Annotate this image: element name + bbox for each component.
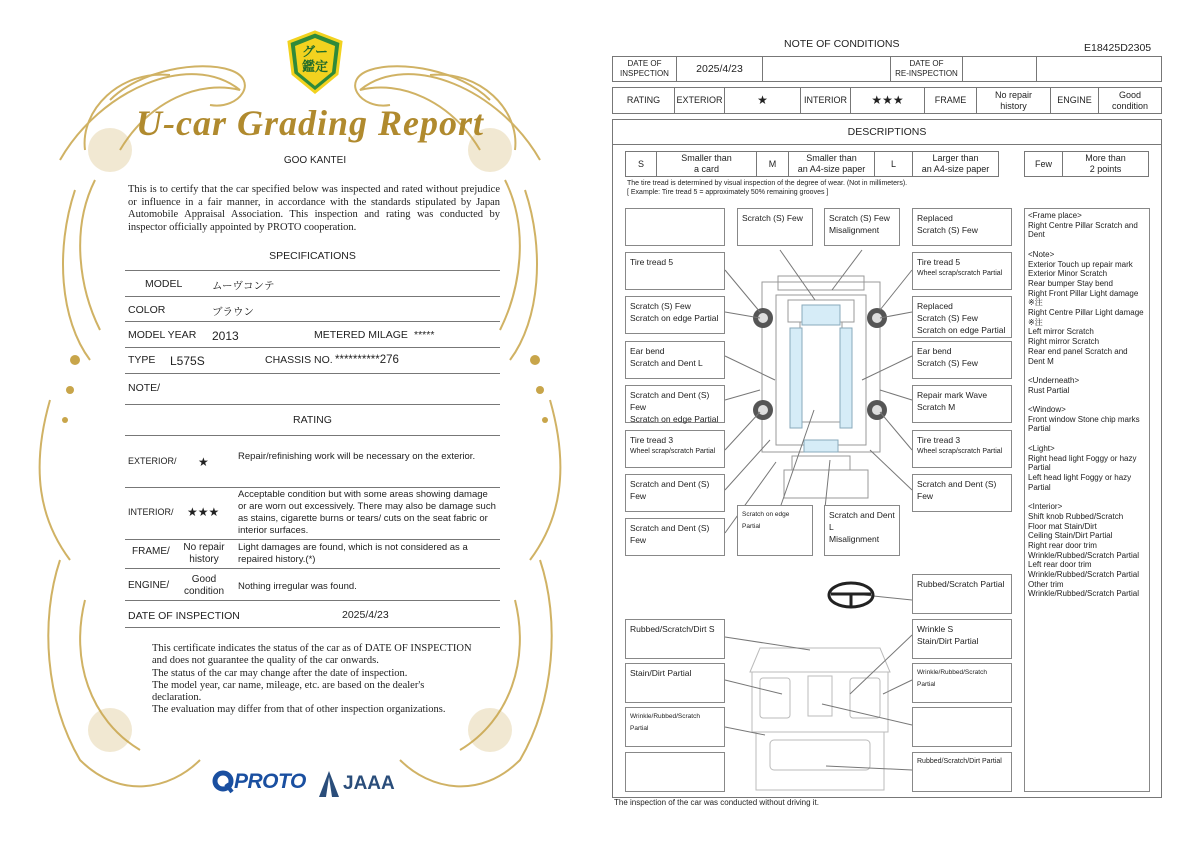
interior-desc: Acceptable condition but with some areas showing damage or are worn out excessively. There may also be damage such as stains, cigarette burns or tears/ cuts on the seat fabric or interior surfaces. bbox=[238, 489, 496, 536]
legend-few-desc: More than 2 points bbox=[1085, 153, 1126, 174]
callout-bottom-3: Scratch and Dent L Misalignment bbox=[824, 505, 900, 556]
noc-title: NOTE OF CONDITIONS bbox=[784, 38, 900, 50]
interior-stars: ★★★ bbox=[187, 505, 220, 519]
model-value: ムーヴコンテ bbox=[212, 280, 275, 292]
engine-label: ENGINE/ bbox=[128, 580, 170, 591]
callout-left-5: Scratch and Dent (S) Few Scratch on edge Partial bbox=[625, 385, 725, 423]
model-year-value: 2013 bbox=[212, 329, 239, 343]
callout-right-2: Tire tread 5 Wheel scrap/scratch Partial bbox=[912, 252, 1012, 290]
callout-interior-left-1: Rubbed/Scratch/Dirt S bbox=[625, 619, 725, 659]
callout-bottom-2: Scratch on edge Partial bbox=[737, 505, 813, 556]
tire-note-2: [ Example: Tire tread 5 = approximately 50% remaining grooves ] bbox=[627, 189, 829, 196]
mileage-value: ***** bbox=[414, 329, 435, 341]
callout-steering: Rubbed/Scratch Partial bbox=[912, 574, 1012, 614]
jaaa-mark-icon bbox=[318, 770, 340, 798]
model-year-label: MODEL YEAR bbox=[128, 329, 197, 341]
callout-interior-left-2: Stain/Dirt Partial bbox=[625, 663, 725, 703]
callout-interior-right-3 bbox=[912, 707, 1012, 747]
callout-top-1 bbox=[625, 208, 725, 246]
frame-value-r: No repair history bbox=[994, 89, 1032, 111]
proto-text: PROTO bbox=[234, 770, 306, 793]
date-value: 2025/4/23 bbox=[342, 609, 389, 621]
frame-value: No repair history bbox=[183, 542, 225, 565]
disclaimer: This certificate indicates the status of the car as of DATE OF INSPECTION and does not guarantee the quality of the car onwards. The status of the car may change after the date of inspection. The model year, car name, mileage, etc. are based on the dealer's declaration. The evaluation may differ from that of other inspection organizations. bbox=[152, 643, 472, 716]
goo-kantei-logo bbox=[287, 30, 343, 94]
callout-interior-right-2: Wrinkle/Rubbed/Scratch Partial bbox=[912, 663, 1012, 703]
exterior-label: EXTERIOR/ bbox=[128, 456, 177, 466]
proto-mark-icon bbox=[212, 770, 234, 794]
desc-heading: DESCRIPTIONS bbox=[847, 125, 927, 138]
chassis-label: CHASSIS NO. bbox=[265, 354, 333, 366]
color-value: ブラウン bbox=[212, 306, 254, 318]
dor-label: DATE OF RE-INSPECTION bbox=[895, 59, 958, 78]
exterior-stars: ★ bbox=[198, 455, 209, 469]
callout-interior-right-1: Wrinkle S Stain/Dirt Partial bbox=[912, 619, 1012, 659]
callout-top-4: Replaced Scratch (S) Few bbox=[912, 208, 1012, 246]
color-label: COLOR bbox=[128, 304, 166, 316]
legend-m: M bbox=[768, 158, 777, 169]
jaaa-logo bbox=[318, 770, 395, 798]
engine-value-r: Good condition bbox=[1111, 89, 1149, 111]
legend-s: S bbox=[637, 158, 644, 169]
legend-m-desc: Smaller than an A4-size paper bbox=[797, 153, 866, 174]
steering-wheel-icon bbox=[829, 583, 873, 607]
callout-left-3: Scratch (S) Few Scratch on edge Partial bbox=[625, 296, 725, 334]
notes-panel: <Frame place> Right Centre Pillar Scratch and Dent <Note> Exterior Touch up repair mark Exterior Minor Scratch Rear bumper Stay bend Right Front Pillar Light damage ※注 Right Centre Pillar Light damage ※注 Left mirror Scratch Right mirror Scratch Rear end panel Scratch and Dent M <Underneath> Rust Partial <Window> Front window Stone chip marks Partial <Light> Right head light Foggy or hazy Partial Left head light Foggy or hazy Partial <Interior> Shift knob Rubbed/Scratch Floor mat Stain/Dirt Ceiling Stain/Dirt Partial Right rear door trim Wrinkle/Rubbed/Scratch Partial Left rear door trim Wrinkle/Rubbed/Scratch Partial Other trim Wrinkle/Rubbed/Scratch Partial bbox=[1024, 208, 1150, 792]
callout-left-7: Scratch and Dent (S) Few bbox=[625, 474, 725, 512]
interior-label-r: INTERIOR bbox=[803, 95, 847, 105]
doi-label: DATE OF INSPECTION bbox=[620, 59, 669, 78]
date-label: DATE OF INSPECTION bbox=[128, 610, 240, 622]
callout-right-3: Replaced Scratch (S) Few Scratch on edge Partial bbox=[912, 296, 1012, 338]
callout-left-4: Ear bend Scratch and Dent L bbox=[625, 341, 725, 379]
engine-label-r: ENGINE bbox=[1057, 95, 1092, 105]
frame-desc: Light damages are found, which is not considered as a repaired history.(*) bbox=[238, 542, 468, 565]
tire-note-1: The tire tread is determined by visual inspection of the degree of wear. (Not in millimeters). bbox=[627, 180, 908, 187]
exterior-value-r: ★ bbox=[757, 93, 768, 107]
interior-label: INTERIOR/ bbox=[128, 507, 174, 517]
callout-right-4: Ear bend Scratch (S) Few bbox=[912, 341, 1012, 379]
note-of-conditions bbox=[600, 0, 1200, 848]
callout-right-6: Tire tread 3 Wheel scrap/scratch Partial bbox=[912, 430, 1012, 468]
interior-value-r: ★★★ bbox=[871, 93, 904, 107]
note-label: NOTE/ bbox=[128, 382, 161, 394]
callout-left-8: Scratch and Dent (S) Few bbox=[625, 518, 725, 556]
frame-label-r: FRAME bbox=[934, 95, 967, 105]
logo-text: グー 鑑定 bbox=[301, 44, 328, 74]
legend-s-desc: Smaller than a card bbox=[681, 153, 732, 174]
exterior-desc: Repair/refinishing work will be necessary on the exterior. bbox=[238, 451, 476, 462]
callout-top-2: Scratch (S) Few bbox=[737, 208, 813, 246]
chassis-value: **********276 bbox=[335, 354, 399, 366]
callout-interior-right-4: Rubbed/Scratch/Dirt Partial bbox=[912, 752, 1012, 792]
callout-interior-left-4 bbox=[625, 752, 725, 792]
legend-few: Few bbox=[1034, 158, 1052, 169]
certificate-subtitle: GOO KANTEI bbox=[283, 155, 347, 166]
engine-value: Good condition bbox=[183, 574, 225, 597]
type-label: TYPE bbox=[128, 354, 156, 366]
legend-l-desc: Larger than an A4-size paper bbox=[921, 153, 990, 174]
proto-logo bbox=[212, 770, 306, 794]
certificate-title: U-car Grading Report bbox=[135, 103, 484, 143]
callout-interior-left-3: Wrinkle/Rubbed/Scratch Partial bbox=[625, 707, 725, 747]
rating-heading: RATING bbox=[293, 414, 332, 426]
rating-label: RATING bbox=[626, 95, 661, 105]
certify-text: This is to certify that the car specified below was inspected and rated without prejudice or influence in a fair manner, in accordance with the standards stipulated by Japan Automobile Appraisal Association. This inspection and rating was conducted by inspector officially appointed by PROTO cooperation. bbox=[128, 184, 500, 233]
noc-id: E18425D2305 bbox=[1084, 42, 1152, 54]
jaaa-text: JAAA bbox=[343, 773, 395, 794]
callout-right-7: Scratch and Dent (S) Few bbox=[912, 474, 1012, 512]
noc-footer: The inspection of the car was conducted without driving it. bbox=[614, 798, 819, 807]
type-value: L575S bbox=[170, 354, 205, 368]
exterior-label-r: EXTERIOR bbox=[676, 95, 723, 105]
frame-label: FRAME/ bbox=[132, 546, 170, 557]
spec-heading: SPECIFICATIONS bbox=[269, 250, 356, 262]
doi-value: 2025/4/23 bbox=[696, 62, 743, 75]
callout-top-3: Scratch (S) Few Misalignment bbox=[824, 208, 900, 246]
callout-left-6: Tire tread 3 Wheel scrap/scratch Partial bbox=[625, 430, 725, 468]
model-label: MODEL bbox=[145, 278, 183, 290]
callout-left-2: Tire tread 5 bbox=[625, 252, 725, 290]
callout-right-5: Repair mark Wave Scratch M bbox=[912, 385, 1012, 423]
mileage-label: METERED MILAGE bbox=[314, 329, 408, 341]
engine-desc: Nothing irregular was found. bbox=[238, 581, 357, 592]
legend-l: L bbox=[890, 158, 896, 169]
